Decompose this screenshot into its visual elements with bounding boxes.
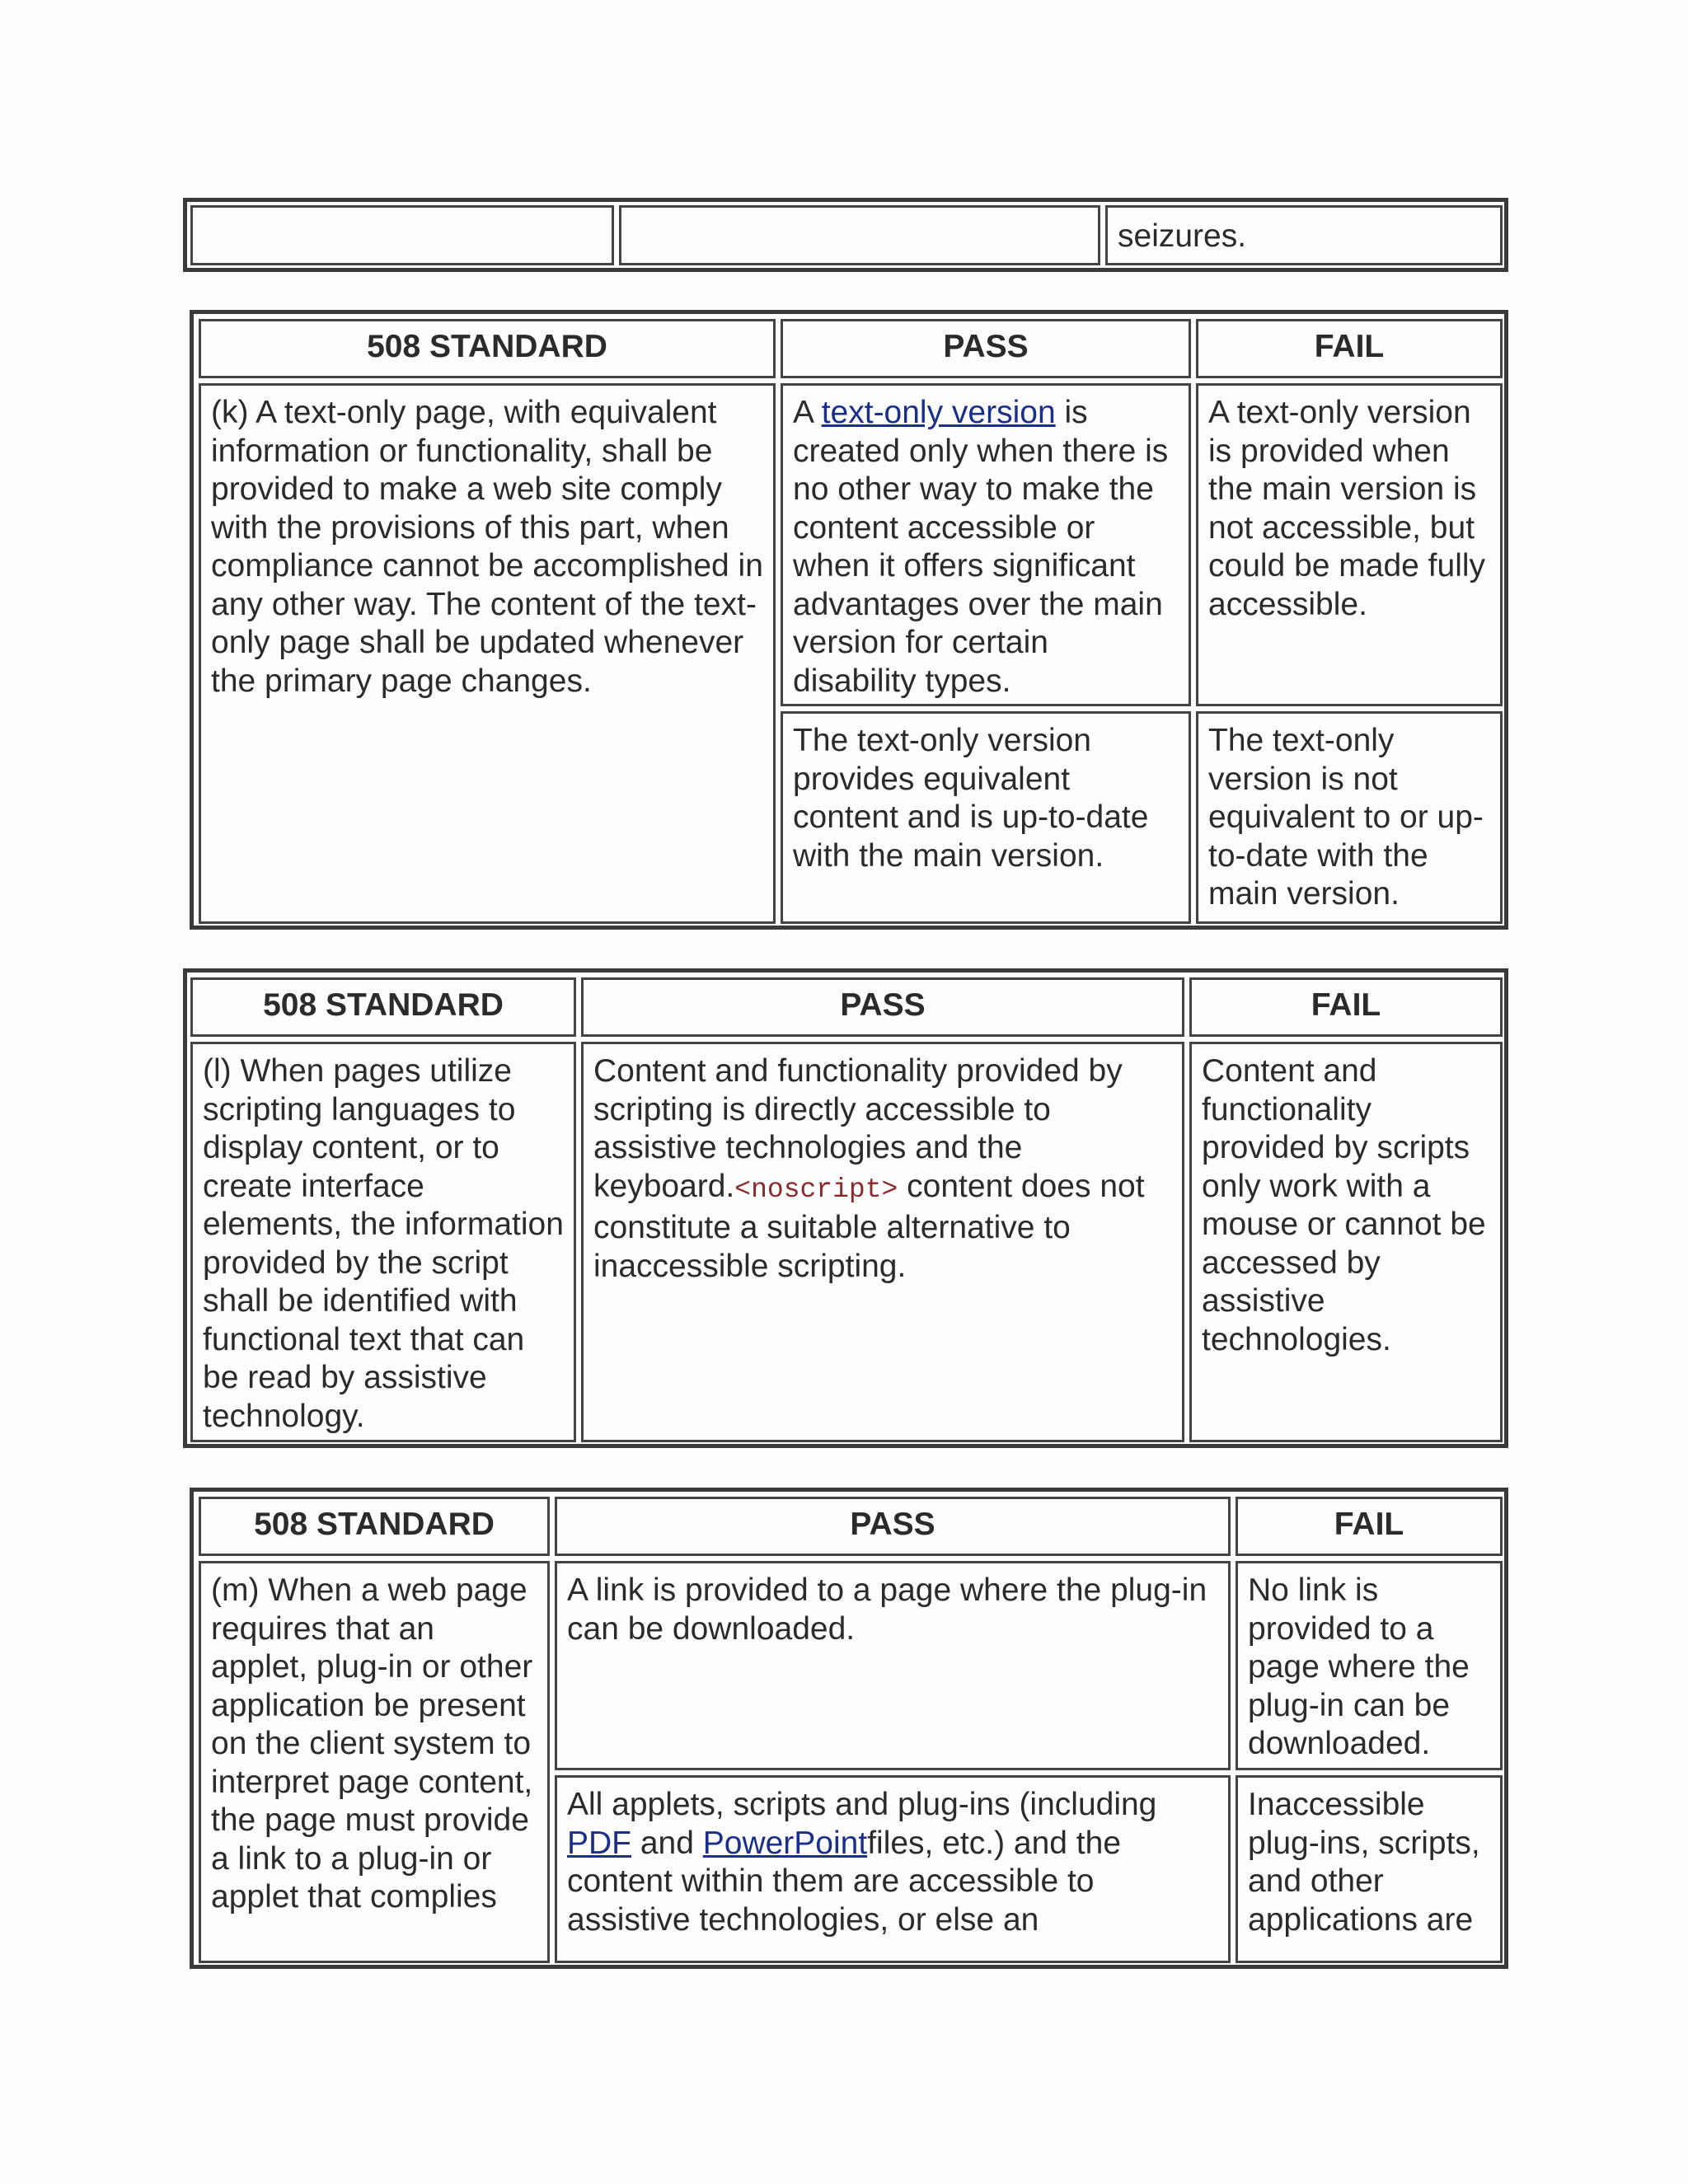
pass-l-cell	[581, 1042, 1184, 1442]
pass-m-2-post: files, etc.) and the content within them are accessible to assistive technologies, or else an	[567, 1825, 1122, 1938]
fail-m-2-cell	[1236, 1775, 1503, 1963]
pass-k-1-post: is created only when there is no other way to make the content accessible or when it offers significant advantages over the main version for certain disability types.	[793, 395, 1169, 699]
header-fail-text: FAIL	[1311, 987, 1381, 1023]
fail-k-2-cell	[1196, 711, 1503, 924]
noscript-code: <noscript>	[734, 1174, 898, 1205]
pass-m-2-cell	[555, 1775, 1231, 1963]
standard-l-cell	[190, 1042, 576, 1442]
pass-k-2-cell	[781, 711, 1191, 924]
continuation-cell-standard	[190, 205, 614, 265]
pass-m-2-pre: All applets, scripts and plug-ins (including	[567, 1787, 1157, 1822]
header-standard	[199, 319, 776, 378]
header-standard-text: 508 STANDARD	[263, 987, 504, 1023]
standard-l-text: (l) When pages utilize scripting languages to display content, or to create interface elements, the information provided by the script shall be identified with functional text that can be read by assistive technology.	[203, 1053, 564, 1434]
header-fail-text: FAIL	[1334, 1507, 1404, 1542]
continuation-text: seizures.	[1118, 218, 1247, 254]
header-standard	[190, 977, 576, 1037]
standard-m-cell	[199, 1561, 550, 1963]
pass-m-1-text: A link is provided to a page where the plug-in can be downloaded.	[567, 1572, 1207, 1647]
table-k	[190, 310, 1508, 930]
pass-k-1-pre: A	[793, 395, 822, 430]
header-fail-text: FAIL	[1314, 329, 1385, 364]
pass-m-2-mid: and	[631, 1825, 703, 1861]
powerpoint-link[interactable]: PowerPoint	[702, 1825, 868, 1861]
fail-l-text: Content and functionality provided by scripts only work with a mouse or cannot be accessed by assistive technologies.	[1202, 1053, 1486, 1357]
header-pass	[581, 977, 1184, 1037]
continuation-cell-pass	[619, 205, 1100, 265]
standard-m-text: (m) When a web page requires that an applet, plug-in or other application be present on the client system to interpret page content, the page must provide a link to a plug-in or applet that complies	[211, 1572, 533, 1915]
header-fail	[1236, 1497, 1503, 1556]
header-standard	[199, 1497, 550, 1556]
fail-l-cell	[1189, 1042, 1503, 1442]
header-pass-text: PASS	[840, 987, 926, 1023]
pass-l-pre: Content and functionality provided by scripting is directly accessible to assistive technologies and the keyboard.	[593, 1053, 1123, 1204]
continuation-table	[183, 198, 1508, 272]
fail-m-2-text: Inaccessible plug-ins, scripts, and other applications are	[1248, 1787, 1480, 1938]
header-standard-text: 508 STANDARD	[254, 1507, 495, 1542]
fail-k-2-text: The text-only version is not equivalent to or up-to-date with the main version.	[1208, 723, 1484, 912]
pdf-link[interactable]: PDF	[567, 1825, 631, 1861]
header-fail	[1196, 319, 1503, 378]
continuation-cell-fail	[1105, 205, 1503, 265]
header-pass-text: PASS	[850, 1507, 935, 1542]
header-standard-text: 508 STANDARD	[367, 329, 607, 364]
header-pass	[555, 1497, 1231, 1556]
header-pass	[781, 319, 1191, 378]
pass-l-post: content does not constitute a suitable alternative to inaccessible scripting.	[593, 1168, 1145, 1284]
pass-m-1-cell	[555, 1561, 1231, 1770]
table-l	[183, 968, 1508, 1448]
fail-k-1-text: A text-only version is provided when the main version is not accessible, but could be made fully accessible.	[1208, 395, 1486, 622]
fail-m-1-text: No link is provided to a page where the plug-in can be downloaded.	[1248, 1572, 1470, 1761]
fail-m-1-cell	[1236, 1561, 1503, 1770]
header-pass-text: PASS	[943, 329, 1029, 364]
table-m	[190, 1488, 1508, 1969]
header-fail	[1189, 977, 1503, 1037]
fail-k-1-cell	[1196, 383, 1503, 706]
standard-k-text: (k) A text-only page, with equivalent information or functionality, shall be provided to make a web site comply with the provisions of this part, when compliance cannot be accomplished in any other way. The content of the text-only page shall be updated whenever the primary page changes.	[211, 395, 763, 699]
pass-k-2-text: The text-only version provides equivalent content and is up-to-date with the main version.	[793, 723, 1149, 874]
text-only-version-link[interactable]: text-only version	[821, 395, 1056, 430]
standard-k-cell	[199, 383, 776, 924]
pass-k-1-cell	[781, 383, 1191, 706]
